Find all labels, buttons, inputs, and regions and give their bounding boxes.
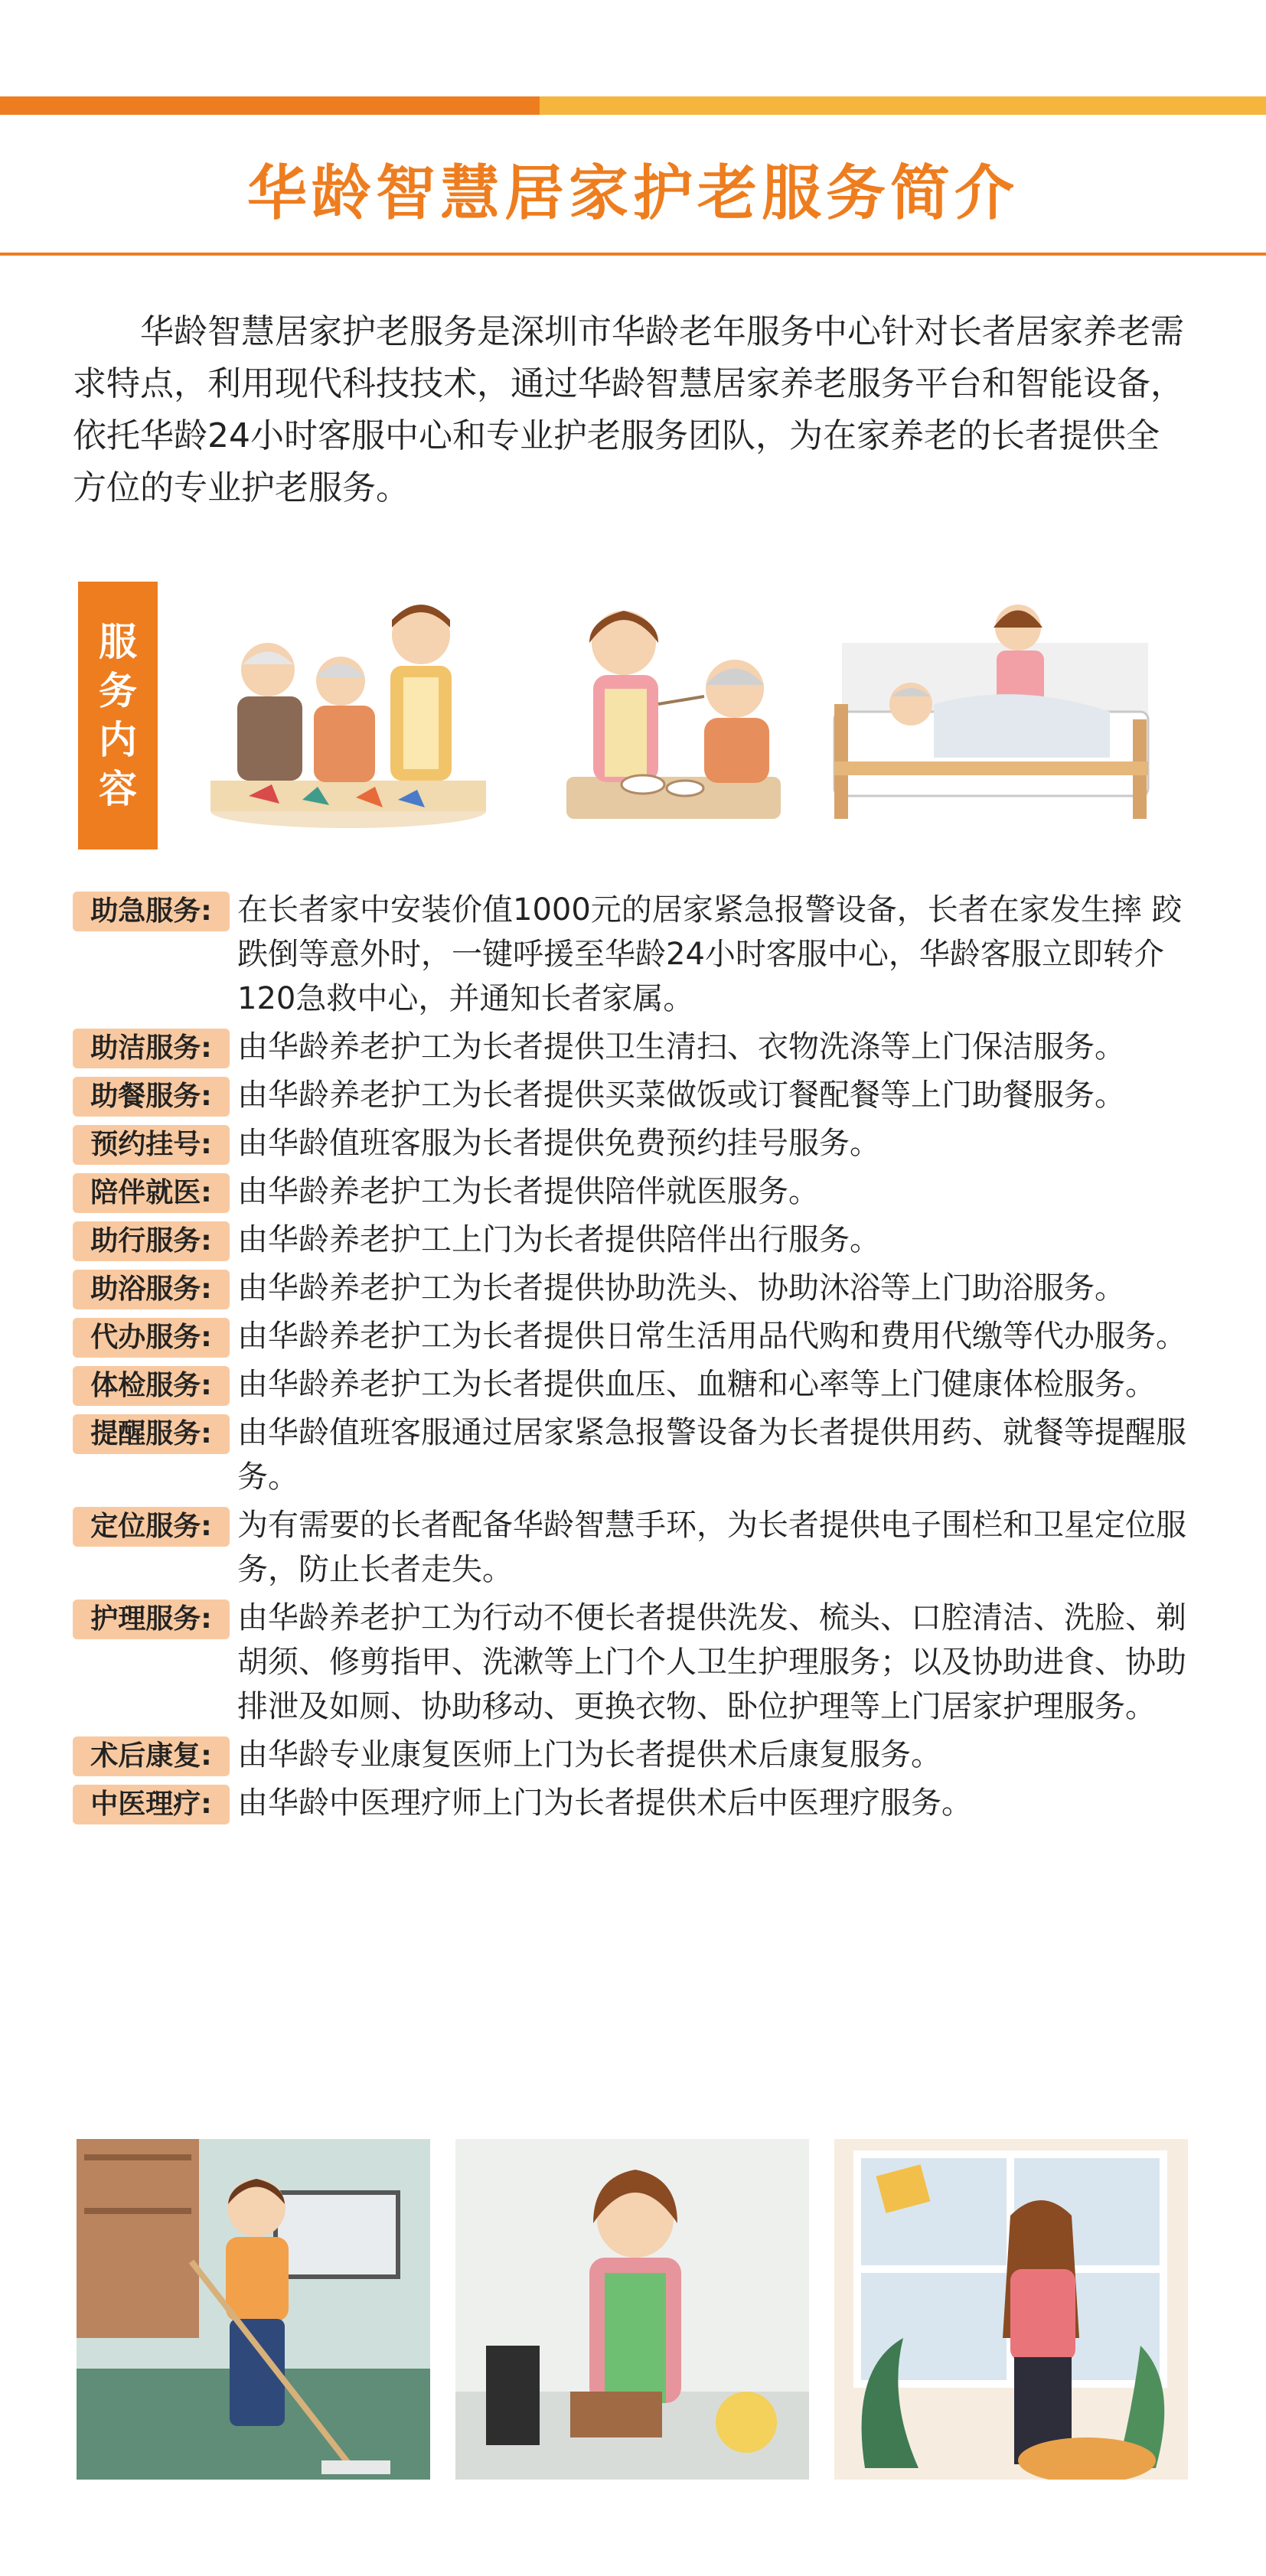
service-label: 助餐服务: <box>73 1077 230 1117</box>
service-description: 由华龄中医理疗师上门为长者提供术后中医理疗服务。 <box>237 1785 972 1821</box>
list-item <box>73 888 1206 1021</box>
tag-char: 服 <box>99 620 137 664</box>
list-item <box>73 1025 1206 1069</box>
service-label: 提醒服务: <box>73 1414 230 1454</box>
elderly-couple-caregiver-illustration <box>203 589 494 834</box>
service-description: 由华龄养老护工为长者提供血压、血糖和心率等上门健康体检服务。 <box>237 1367 1156 1402</box>
list-item <box>73 1596 1206 1729</box>
service-label: 陪伴就医: <box>73 1173 230 1213</box>
service-description: 在长者家中安装价值1000元的居家紧急报警设备，长者在家发生摔 跤跌倒等意外时，一键呼援至华龄24小时客服中心，华龄客服立即转介120急救中心，并通知长者家属。 <box>237 892 1183 1016</box>
service-label: 助行服务: <box>73 1221 230 1261</box>
service-description: 由华龄养老护工为长者提供卫生清扫、衣物洗涤等上门保洁服务。 <box>237 1029 1125 1065</box>
service-description: 为有需要的长者配备华龄智慧手环，为长者提供电子围栏和卫星定位服 务，防止长者走失。 <box>237 1508 1186 1587</box>
service-description: 由华龄养老护工为长者提供日常生活用品代购和费用代缴等代办服务。 <box>237 1319 1186 1354</box>
service-description: 由华龄养老护工为长者提供买菜做饭或订餐配餐等上门助餐服务。 <box>237 1078 1125 1113</box>
service-description: 由华龄养老护工上门为长者提供陪伴出行服务。 <box>237 1222 880 1257</box>
intro-paragraph: 华龄智慧居家护老服务是深圳市华龄老年服务中心针对长者居家养老需求特点，利用现代科技技术，通过华龄智慧居家养老服务平台和智能设备，依托华龄24小时客服中心和专业护老服务团队，为在家养老的长者提供全方位的专业护老服务。 <box>73 312 1184 507</box>
service-label: 体检服务: <box>73 1366 230 1406</box>
mopping-illustration <box>77 2139 430 2480</box>
list-item <box>73 1733 1206 1777</box>
top-bar-yellow <box>540 96 1266 115</box>
window-cleaning-illustration <box>834 2139 1188 2480</box>
cooking-illustration <box>455 2139 809 2480</box>
title-divider <box>0 253 1266 256</box>
service-description: 由华龄专业康复医师上门为长者提供术后康复服务。 <box>237 1737 941 1772</box>
list-item <box>73 1266 1206 1310</box>
list-item <box>73 1121 1206 1166</box>
service-description: 由华龄值班客服通过居家紧急报警设备为长者提供用药、就餐等提醒服务。 <box>237 1415 1186 1495</box>
service-label: 护理服务: <box>73 1599 230 1639</box>
service-label: 中医理疗: <box>73 1785 230 1824</box>
service-label: 助急服务: <box>73 892 230 931</box>
service-list <box>73 888 1206 1829</box>
tag-char: 容 <box>99 767 137 811</box>
list-item <box>73 1169 1206 1214</box>
service-label: 预约挂号: <box>73 1125 230 1165</box>
list-item <box>73 1314 1206 1358</box>
list-item <box>73 1503 1206 1592</box>
list-item <box>73 1362 1206 1407</box>
tag-char: 内 <box>99 718 137 762</box>
service-description: 由华龄养老护工为长者提供协助洗头、协助沐浴等上门助浴服务。 <box>237 1270 1125 1306</box>
list-item <box>73 1410 1206 1499</box>
service-label: 助洁服务: <box>73 1029 230 1068</box>
service-label: 术后康复: <box>73 1736 230 1776</box>
tag-char: 务 <box>99 669 137 713</box>
page-title: 华龄智慧居家护老服务简介 <box>246 159 1019 228</box>
caregiver-feeding-illustration <box>551 589 796 834</box>
service-label: 代办服务: <box>73 1318 230 1358</box>
bedside-care-illustration <box>819 589 1163 834</box>
service-description: 由华龄值班客服为长者提供免费预约挂号服务。 <box>237 1126 880 1161</box>
service-description: 由华龄养老护工为行动不便长者提供洗发、梳头、口腔清洁、洗脸、剃胡须、修剪指甲、洗漱等上门个人卫生护理服务；以及协助进食、协助排泄及如厕、协助移动、更换衣物、卧位护理等上门居家护理服务。 <box>237 1600 1186 1724</box>
service-content-tag <box>78 582 158 849</box>
service-description: 由华龄养老护工为长者提供陪伴就医服务。 <box>237 1174 819 1209</box>
top-bar-orange <box>0 96 540 115</box>
list-item <box>73 1073 1206 1117</box>
list-item <box>73 1781 1206 1825</box>
top-color-bar <box>0 96 1266 115</box>
list-item <box>73 1218 1206 1262</box>
service-label: 定位服务: <box>73 1507 230 1547</box>
service-label: 助浴服务: <box>73 1270 230 1309</box>
